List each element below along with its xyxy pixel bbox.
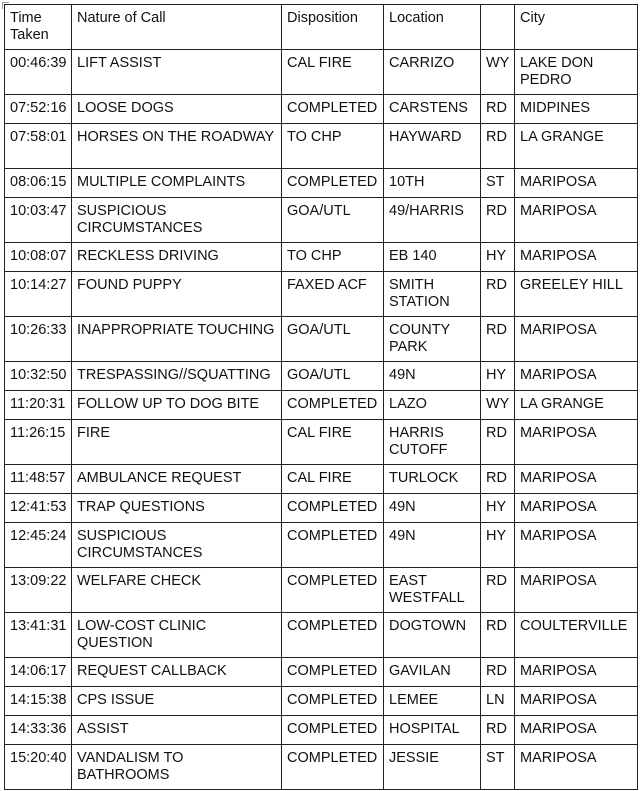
cell-time: 10:26:33 [5,317,72,362]
cell-time: 10:32:50 [5,362,72,391]
cell-disposition: CAL FIRE [282,50,384,95]
cell-nature: LIFT ASSIST [72,50,282,95]
cell-time: 14:15:38 [5,687,72,716]
table-row [5,317,638,362]
cell-suffix: HY [481,523,515,568]
cell-nature: TRAP QUESTIONS [72,494,282,523]
cell-city: LA GRANGE [515,391,638,420]
cell-suffix: RD [481,465,515,494]
cell-time: 12:45:24 [5,523,72,568]
cell-suffix: HY [481,362,515,391]
cell-city: MARIPOSA [515,716,638,745]
cell-location: CARSTENS [384,95,481,124]
header-street-suffix [481,5,515,50]
cell-city: MARIPOSA [515,465,638,494]
cell-disposition: TO CHP [282,124,384,169]
cell-city: MARIPOSA [515,745,638,790]
cell-city: COULTERVILLE [515,613,638,658]
table-row [5,687,638,716]
cell-city: MARIPOSA [515,687,638,716]
cell-nature: FOUND PUPPY [72,272,282,317]
cell-time: 11:20:31 [5,391,72,420]
cell-city: MARIPOSA [515,494,638,523]
cell-disposition: COMPLETED [282,523,384,568]
table-row [5,50,638,95]
cell-suffix: WY [481,391,515,420]
cell-nature: ASSIST [72,716,282,745]
cell-time: 11:26:15 [5,420,72,465]
table-row [5,494,638,523]
cell-time: 07:58:01 [5,124,72,169]
table-row [5,658,638,687]
cell-disposition: FAXED ACF [282,272,384,317]
cell-nature: FOLLOW UP TO DOG BITE [72,391,282,420]
cell-city: LAKE DON PEDRO [515,50,638,95]
call-log-table [4,4,638,790]
cell-disposition: COMPLETED [282,568,384,613]
cell-location: LEMEE [384,687,481,716]
cell-nature: INAPPROPRIATE TOUCHING [72,317,282,362]
cell-nature: AMBULANCE REQUEST [72,465,282,494]
cell-location: 49/HARRIS [384,198,481,243]
cell-city: MARIPOSA [515,317,638,362]
table-row [5,613,638,658]
cell-city: MARIPOSA [515,658,638,687]
cell-suffix: HY [481,494,515,523]
cell-location: GAVILAN [384,658,481,687]
cell-nature: MULTIPLE COMPLAINTS [72,169,282,198]
cell-disposition: COMPLETED [282,494,384,523]
cell-disposition: CAL FIRE [282,420,384,465]
cell-time: 07:52:16 [5,95,72,124]
cell-nature: REQUEST CALLBACK [72,658,282,687]
cell-city: MARIPOSA [515,362,638,391]
table-row [5,362,638,391]
cell-nature: FIRE [72,420,282,465]
cell-disposition: COMPLETED [282,391,384,420]
cell-city: GREELEY HILL [515,272,638,317]
cell-nature: HORSES ON THE ROADWAY [72,124,282,169]
cell-suffix: RD [481,568,515,613]
cell-nature: VANDALISM TO BATHROOMS [72,745,282,790]
cell-disposition: CAL FIRE [282,465,384,494]
table-row [5,465,638,494]
cell-suffix: RD [481,198,515,243]
table-row [5,124,638,169]
cell-suffix: RD [481,658,515,687]
cell-time: 13:09:22 [5,568,72,613]
cell-suffix: RD [481,272,515,317]
cell-city: MIDPINES [515,95,638,124]
cell-disposition: COMPLETED [282,658,384,687]
cell-location: HOSPITAL [384,716,481,745]
table-row [5,243,638,272]
cell-nature: TRESPASSING//SQUATTING [72,362,282,391]
cell-suffix: ST [481,745,515,790]
cell-suffix: RD [481,420,515,465]
cell-disposition: COMPLETED [282,95,384,124]
cell-nature: LOW-COST CLINIC QUESTION [72,613,282,658]
cell-time: 11:48:57 [5,465,72,494]
cell-city: MARIPOSA [515,169,638,198]
cell-time: 14:06:17 [5,658,72,687]
cell-suffix: RD [481,716,515,745]
cell-time: 10:08:07 [5,243,72,272]
cell-city: LA GRANGE [515,124,638,169]
table-header-row [5,5,638,50]
cell-location: 49N [384,494,481,523]
cell-nature: LOOSE DOGS [72,95,282,124]
table-row [5,568,638,613]
cell-nature: CPS ISSUE [72,687,282,716]
cell-city: MARIPOSA [515,523,638,568]
cell-location: SMITH STATION [384,272,481,317]
cell-location: HAYWARD [384,124,481,169]
cell-city: MARIPOSA [515,568,638,613]
cell-disposition: COMPLETED [282,169,384,198]
header-city: City [515,5,638,50]
cell-time: 10:14:27 [5,272,72,317]
header-nature-of-call: Nature of Call [72,5,282,50]
cell-nature: WELFARE CHECK [72,568,282,613]
cell-suffix: RD [481,613,515,658]
cell-location: 49N [384,362,481,391]
cell-time: 00:46:39 [5,50,72,95]
cell-nature: SUSPICIOUS CIRCUMSTANCES [72,198,282,243]
cell-suffix: HY [481,243,515,272]
cell-city: MARIPOSA [515,198,638,243]
cell-suffix: WY [481,50,515,95]
table-row [5,716,638,745]
cell-disposition: TO CHP [282,243,384,272]
cell-location: 10TH [384,169,481,198]
cell-disposition: GOA/UTL [282,198,384,243]
cell-time: 08:06:15 [5,169,72,198]
cell-suffix: RD [481,317,515,362]
cell-location: 49N [384,523,481,568]
cell-time: 14:33:36 [5,716,72,745]
table-row [5,95,638,124]
cell-time: 10:03:47 [5,198,72,243]
cell-time: 12:41:53 [5,494,72,523]
cell-disposition: COMPLETED [282,745,384,790]
cell-nature: SUSPICIOUS CIRCUMSTANCES [72,523,282,568]
table-row [5,391,638,420]
cell-location: TURLOCK [384,465,481,494]
cell-disposition: GOA/UTL [282,317,384,362]
cell-time: 15:20:40 [5,745,72,790]
header-disposition: Disposition [282,5,384,50]
cell-disposition: GOA/UTL [282,362,384,391]
table-row [5,420,638,465]
cell-location: EB 140 [384,243,481,272]
cell-suffix: ST [481,169,515,198]
cell-suffix: RD [481,124,515,169]
cell-disposition: COMPLETED [282,687,384,716]
table-row [5,523,638,568]
cell-location: COUNTY PARK [384,317,481,362]
cell-nature: RECKLESS DRIVING [72,243,282,272]
cell-disposition: COMPLETED [282,613,384,658]
table-row [5,169,638,198]
cell-disposition: COMPLETED [282,716,384,745]
cell-suffix: RD [481,95,515,124]
table-row [5,745,638,790]
cell-suffix: LN [481,687,515,716]
cell-location: JESSIE [384,745,481,790]
cell-location: LAZO [384,391,481,420]
cell-location: EAST WESTFALL [384,568,481,613]
cell-city: MARIPOSA [515,243,638,272]
cell-time: 13:41:31 [5,613,72,658]
header-time-taken: Time Taken [5,5,72,50]
cell-city: MARIPOSA [515,420,638,465]
table-row [5,198,638,243]
cell-location: HARRIS CUTOFF [384,420,481,465]
cell-location: DOGTOWN [384,613,481,658]
table-row [5,272,638,317]
header-location: Location [384,5,481,50]
cell-location: CARRIZO [384,50,481,95]
